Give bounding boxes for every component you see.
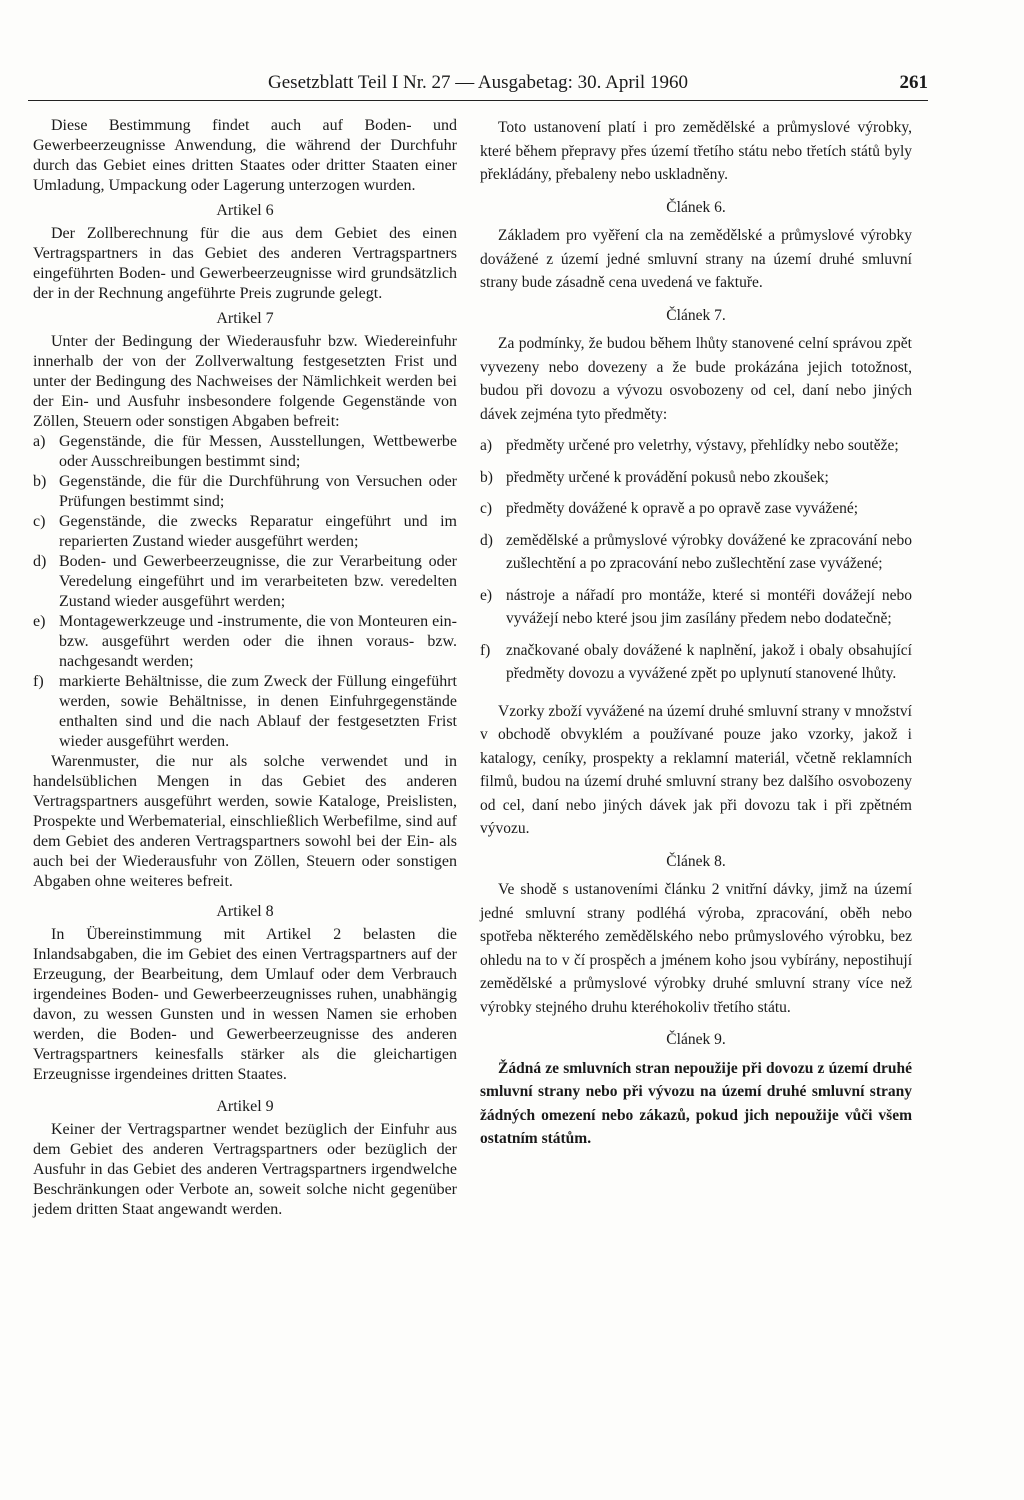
- list-item: [480, 584, 912, 631]
- list-item: [480, 529, 912, 576]
- item-text: předměty určené k provádění pokusů nebo zkoušek;: [506, 468, 829, 486]
- gazette-title: Gesetzblatt Teil I Nr. 27 — Ausgabetag: 30. April 1960: [268, 72, 688, 93]
- german-article-9-heading: Artikel 9: [216, 1098, 274, 1115]
- german-column: [33, 116, 457, 1220]
- item-text: zemědělské a průmyslové výrobky dovážené ke zpracování nebo zušlechtění a po zpracování nebo zušlechtění zase vyvážené;: [506, 531, 912, 572]
- item-text: markierte Behältnisse, die zum Zweck der Füllung eingeführt werden, sowie Behältnisse, in denen Einfuhrgegenstände enthalten sind und die nach Ablauf der festgesetzten Frist wieder ausgeführt werden.: [59, 673, 457, 750]
- item-text: Gegenstände, die für Messen, Ausstellungen, Wettbewerbe oder Ausschreibungen bestimmt sind;: [59, 433, 457, 470]
- page-header: [28, 70, 928, 101]
- german-article-7-list: [33, 432, 457, 752]
- item-label: a): [480, 437, 493, 454]
- list-item: [33, 472, 457, 512]
- list-item: [480, 466, 912, 490]
- czech-article-7-list: [480, 434, 912, 686]
- list-item: [33, 552, 457, 612]
- czech-article-9-heading: Článek 9.: [666, 1031, 726, 1048]
- item-label: f): [33, 673, 44, 690]
- item-label: b): [33, 473, 47, 490]
- item-label: b): [480, 468, 493, 486]
- czech-article-6-text: Základem pro vyěření cla na zemědělské a průmyslové výrobky dovážené z území jedné smluvní strany na území druhé smluvní strany bude zásadně cena uvedená ve faktuře.: [480, 227, 912, 291]
- german-article-7-heading: Artikel 7: [216, 310, 274, 327]
- item-label: e): [480, 586, 493, 604]
- list-item: [480, 639, 912, 686]
- item-label: e): [33, 613, 46, 630]
- item-label: c): [480, 500, 493, 517]
- item-label: d): [480, 531, 493, 549]
- czech-intro-paragraph: Toto ustanovení platí i pro zemědělské a průmyslové výrobky, které během přepravy přes území třetího státu nebo třetích států byly překládány, přebaleny nebo uskladněny.: [480, 119, 912, 183]
- list-item: [33, 612, 457, 672]
- czech-article-6-heading: Článek 6.: [666, 198, 726, 216]
- item-label: a): [33, 433, 46, 450]
- german-article-8-heading: Artikel 8: [216, 903, 274, 920]
- item-text: Gegenstände, die für die Durchführung von Versuchen oder Prüfungen bestimmt sind;: [59, 473, 457, 510]
- item-text: Gegenstände, die zwecks Reparatur eingeführt und im reparierten Zustand wieder ausgeführt werden;: [59, 513, 457, 550]
- czech-article-8-heading: Článek 8.: [666, 852, 726, 870]
- item-label: c): [33, 513, 46, 530]
- german-article-6-heading: Artikel 6: [216, 202, 274, 219]
- german-article-7-text: Unter der Bedingung der Wiederausfuhr bzw. Wiedereinfuhr innerhalb der von der Zollverwaltung festgesetzten Frist und unter der Bedingung des Nachweises der Nämlichkeit werden bei der Ein- und Ausfuhr insbesondere folgende Gegenstände von Zöllen, Steuern oder sonstigen Abgaben befreit:: [33, 333, 457, 430]
- czech-article-7-heading: Článek 7.: [666, 306, 726, 324]
- list-item: [480, 497, 912, 521]
- list-item: [480, 434, 912, 458]
- page-number: 261: [899, 72, 928, 93]
- item-text: Boden- und Gewerbeerzeugnisse, die zur Verarbeitung oder Veredelung eingeführt und im verarbeiteten bzw. veredelten Zustand wieder ausgeführt werden;: [59, 553, 457, 610]
- czech-article-8-text: Ve shodě s ustanoveními článku 2 vnitřní dávky, jimž na území jedné smluvní strany podléhá výroba, zpracování, oběh nebo spotřeba některého zemědělského nebo průmyslového výrobku, bez ohledu na to v čí prospěch a jménem koho jsou vybírány, nepostihují zemědělské a průmyslové výrobky druhé smluvní strany více než výrobky stejného druhu kteréhokoliv třetího státu.: [480, 881, 912, 1016]
- item-text: předměty dovážené k opravě a po opravě zase vyvážené;: [506, 500, 859, 517]
- item-text: Montagewerkzeuge und -instrumente, die von Monteuren ein- bzw. ausgeführt werden oder die ihnen voraus- bzw. nachgesandt werden;: [59, 613, 457, 670]
- item-text: značkované obaly dovážené k naplnění, jakož i obaly obsahující předměty dovozu a vyvážené zpět po uplynutí stanovené lhůty.: [506, 641, 912, 682]
- german-article-9-text: Keiner der Vertragspartner wendet bezüglich der Einfuhr aus dem Gebiet des anderen Vertragspartners oder bezüglich der Ausfuhr in das Gebiet des anderen Vertragspartners irgendwelche Beschränkungen oder Verbote an, soweit solche nicht gegenüber jedem dritten Staat angewandt werden.: [33, 1121, 457, 1218]
- german-article-8-text: In Übereinstimmung mit Artikel 2 belasten die Inlandsabgaben, die im Gebiet des einen Vertragspartners auf der Erzeugung, der Bearbeitung, dem Umlauf oder dem Verbrauch irgendeines Boden- und Gewerbeerzeugnisses ruhen, unabhängig davon, zu wessen Gunsten und in wessen Namen sie erhoben werden, die Boden- und Gewerbeerzeugnisse des anderen Vertragspartners keinesfalls stärker als die gleichartigen Erzeugnisse irgendeines dritten Staates.: [33, 926, 457, 1083]
- german-intro-paragraph: Diese Bestimmung findet auch auf Boden- und Gewerbeerzeugnisse Anwendung, die während der Durchfuhr durch das Gebiet eines dritten Staates oder dritter Staaten einer Umladung, Umpackung oder Lagerung unterzogen wurden.: [33, 117, 457, 194]
- german-article-7-tail: Warenmuster, die nur als solche verwendet und in handelsüblichen Mengen in das Gebiet des anderen Vertragspartners ausgeführt werden, sowie Kataloge, Preislisten, Prospekte und Werbematerial, einschließlich Werbefilme, sind auf dem Gebiet des anderen Vertragspartners sowohl bei der Ein- als auch bei der Wiederausfuhr von Zöllen, Steuern oder sonstigen Abgaben ohne weiteres befreit.: [33, 753, 457, 890]
- czech-article-7-text: Za podmínky, že budou během lhůty stanovené celní správou zpět vyvezeny nebo dovezeny a že bude prokázána jejich totožnost, budou při dovozu a vývozu osvobozeny od cel, daní nebo jiných dávek zejména tyto předměty:: [480, 335, 912, 423]
- list-item: [33, 672, 457, 752]
- list-item: [33, 432, 457, 472]
- item-text: předměty určené pro veletrhy, výstavy, přehlídky nebo soutěže;: [506, 437, 899, 454]
- list-item: [33, 512, 457, 552]
- german-article-6-text: Der Zollberechnung für die aus dem Gebiet des einen Vertragspartners in das Gebiet des anderen Vertragspartners eingeführten Boden- und Gewerbeerzeugnisse wird grundsätzlich der in der Rechnung angeführte Preis zugrunde gelegt.: [33, 225, 457, 302]
- item-text: nástroje a nářadí pro montáže, které si montéři dovážejí nebo vyvážejí nebo které jsou jim zasílány předem nebo dodatečně;: [506, 586, 912, 627]
- item-label: f): [480, 641, 491, 659]
- czech-article-9-text: Žádná ze smluvních stran nepoužije při dovozu z území druhé smluvní strany nebo při vývozu na území druhé smluvní strany žádných omezení nebo zákazů, pokud jich nepoužije vůči všem ostatním státům.: [480, 1059, 912, 1147]
- czech-column: [480, 116, 912, 1151]
- item-label: d): [33, 553, 47, 570]
- czech-article-7-tail: Vzorky zboží vyvážené na území druhé smluvní strany v množství v obchodě obvyklém a používané pouze jako vzorky, jakož i katalogy, ceníky, prospekty a reklamní materiál, včetně reklamních filmů, budou na území druhé smluvní strany bez dalšího osvobozeny od cel, daní nebo jiných dávek jak při dovozu tak i při zpětném vývozu.: [480, 702, 912, 837]
